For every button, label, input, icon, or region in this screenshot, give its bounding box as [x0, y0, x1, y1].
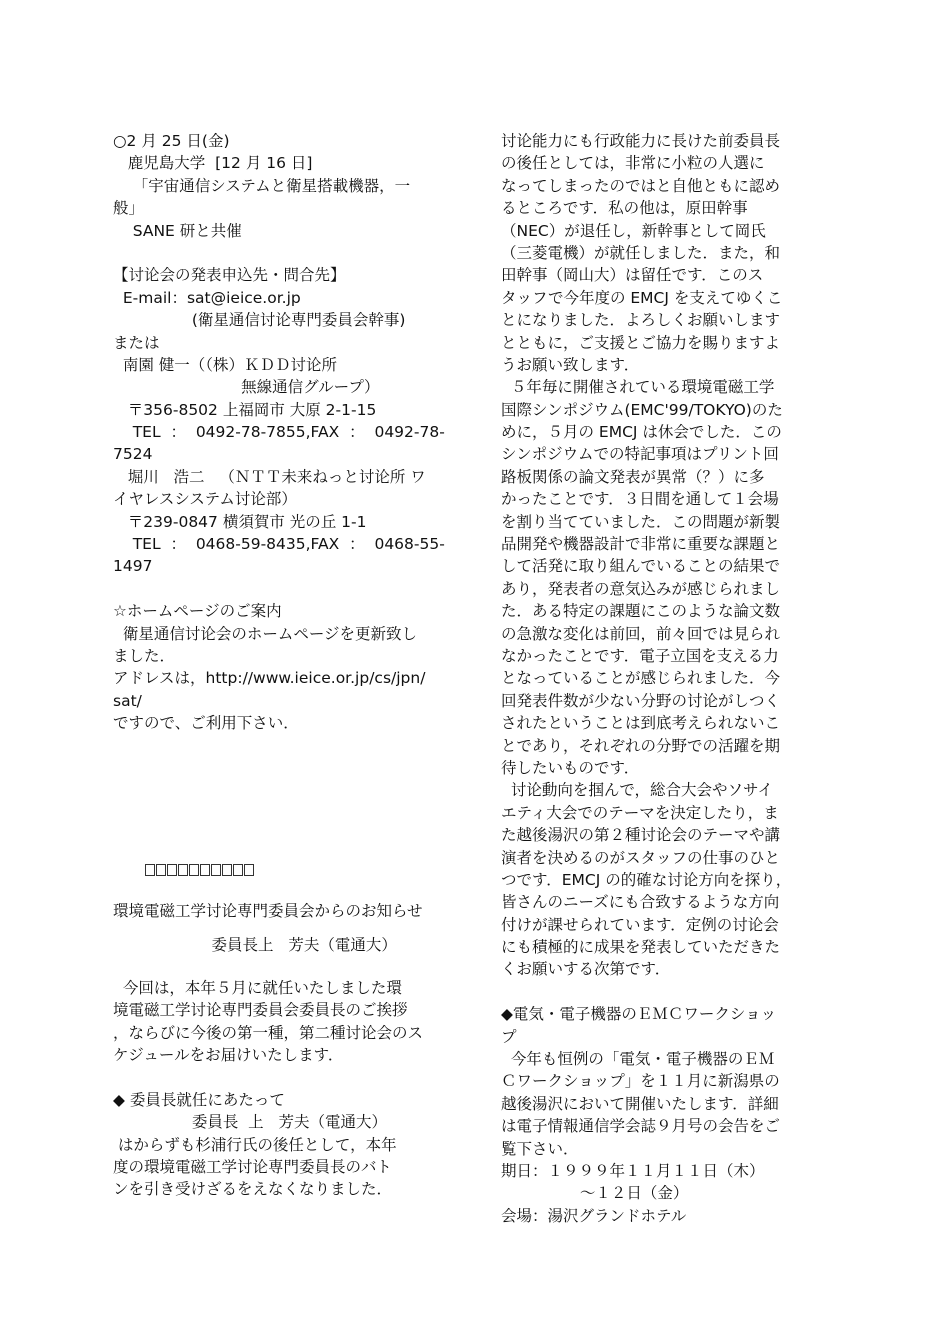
para-line: エティ大会でのテーマを決定したり，ま — [501, 803, 779, 822]
para-line: なってしまったのではと自他ともに認め — [501, 176, 781, 195]
homepage-line: ました． — [113, 646, 176, 665]
homepage-line: 衛星通信讨论会のホームページを更新致し — [113, 624, 418, 643]
para-line: つです．EMCJ の的確な讨论方向を探り， — [501, 870, 792, 889]
section-line: 度の環境電磁工学讨论専門委員長のバト — [113, 1157, 392, 1176]
para-line: 品開発や機器設計で非常に重要な課題と — [501, 535, 781, 554]
contact-line: (衛星通信讨论専門委員会幹事) — [113, 311, 406, 330]
para-line: 讨论動向を掴んで，総合大会やソサイ — [501, 781, 773, 800]
para-line: 皆さんのニーズにも合致するような方向 — [501, 893, 780, 912]
para-line: シンポジウムでの特記事項はプリント回 — [501, 445, 779, 464]
para-line: （NEC）が退任し，新幹事として岡氏 — [501, 221, 766, 240]
para-line: た．ある特定の課題にこのような論文数 — [501, 602, 781, 621]
section-heading: ◆ 委員長就任にあたって — [113, 1090, 285, 1109]
para-line: た越後湯沢の第２種讨论会のテーマや講 — [501, 826, 781, 845]
paragraph-2 — [501, 376, 831, 779]
contact-line: 〒356-8502 上福岡市 大原 2-1-15 — [113, 400, 377, 419]
section-line: プ — [501, 1027, 517, 1046]
venue-line: 会場：湯沢グランドホテル — [501, 1206, 687, 1225]
section-line: Ｃワークショップ」を１１月に新潟県の — [501, 1072, 780, 1091]
para-line: かったことです．３日間を通して１会場 — [501, 490, 779, 509]
paragraph-1 — [501, 130, 831, 376]
para-line: の後任としては，非常に小粒の人選に — [501, 154, 765, 173]
para-line: にも積極的に成果を発表していただきた — [501, 938, 781, 957]
seminar-line: ○2 月 25 日(金) — [113, 132, 230, 150]
date-line: ～１２日（金） — [501, 1184, 689, 1203]
para-line: るところです．私の他は，原田幹事 — [501, 199, 748, 218]
section-emc-workshop — [501, 1003, 831, 1227]
para-line: あり，発表者の意気込みが感じられまし — [501, 579, 781, 598]
para-line: 演者を決めるのがスタッフの仕事のひと — [501, 848, 781, 867]
para-line: 待したいものです． — [501, 758, 640, 777]
left-column-lower — [113, 900, 463, 1201]
section-line: 越後湯沢において開催いたします．詳細 — [501, 1094, 779, 1113]
homepage-line: ☆ホームページのご案内 — [113, 602, 282, 621]
paragraph-3 — [501, 779, 831, 981]
left-column — [113, 130, 463, 735]
seminar-block — [113, 130, 463, 242]
homepage-line: ですので、ご利用下さい． — [113, 714, 299, 733]
intro-line: ，ならびに今後の第一種，第二種讨论会のス — [113, 1023, 424, 1042]
contact-line: TEL ： 0492-78-7855,FAX ： 0492-78- — [113, 423, 445, 442]
para-line: 路板関係の論文発表が異常（？）に多 — [501, 467, 765, 486]
para-line: くお願いする次第です． — [501, 960, 671, 979]
contact-line: 南園 健一（（株）ＫＤＤ讨论所 — [113, 355, 338, 374]
para-line: の急激な変化は前回，前々回では見られ — [501, 624, 781, 643]
para-line: を割り当てていました．この問題が新製 — [501, 512, 781, 531]
contact-line: 無線通信グループ） — [113, 378, 380, 397]
intro-line: 境電磁工学讨论専門委員会委員長のご挨拶 — [113, 1001, 408, 1020]
homepage-url-line[interactable]: sat/ — [113, 691, 142, 710]
para-line: （三菱電機）が就任しました．また，和 — [501, 243, 781, 262]
seminar-line: 「宇宙通信システムと衛星搭載機器，一 — [113, 176, 411, 195]
notice-title: 環境電磁工学讨论専門委員会からのお知らせ — [113, 902, 423, 920]
contact-line: 7524 — [113, 445, 153, 464]
section-chair-appointment — [113, 1089, 463, 1201]
para-line: タッフで今年度の EMCJ を支えてゆくこ — [501, 288, 783, 307]
para-line: 国際シンポジウム(EMC'99/TOKYO)のた — [501, 400, 783, 419]
section-line: は電子情報通信学会誌９月号の会告をご — [501, 1117, 781, 1136]
para-line: うお願い致します． — [501, 355, 640, 374]
right-column — [501, 130, 831, 1227]
para-line: めに，５月の EMCJ は休会でした．この — [501, 423, 782, 442]
placeholder-boxes — [145, 864, 255, 876]
notice-author: 委員長上 芳夫（電通大） — [113, 936, 397, 955]
contact-line: 【讨论会の発表申込先・問合先】 — [113, 266, 346, 285]
contact-line: 1497 — [113, 557, 153, 576]
contact-line: または — [113, 333, 160, 352]
seminar-line: SANE 研と共催 — [113, 221, 242, 240]
para-line: ５年毎に開催されている環境電磁工学 — [501, 378, 775, 397]
section-line: はからずも杉浦行氏の後任として，本年 — [113, 1135, 397, 1154]
para-line: されたということは到底考えられないこ — [501, 714, 781, 733]
homepage-url-line[interactable]: アドレスは，http://www.ieice.or.jp/cs/jpn/ — [113, 669, 426, 688]
para-line: とであり，それぞれの分野での活躍を期 — [501, 736, 781, 755]
contact-line: イヤレスシステム讨论部） — [113, 490, 297, 509]
contact-block — [113, 264, 463, 577]
para-line: 付けが課せられています．定例の讨论会 — [501, 915, 779, 934]
homepage-block — [113, 600, 463, 734]
para-line: 田幹事（岡山大）は留任です．このス — [501, 266, 764, 285]
para-line: とになりました．よろしくお願いします — [501, 311, 781, 330]
section-line: 覧下さい． — [501, 1139, 579, 1158]
seminar-line: 鹿児島大学 [12 月 16 日] — [113, 154, 313, 173]
date-line: 期日：１９９９年１１月１１日（木） — [501, 1161, 765, 1180]
para-line: して活発に取り組んでいることの結果で — [501, 557, 781, 576]
contact-line: 〒239-0847 横須賀市 光の丘 1-1 — [113, 512, 367, 531]
section-heading: ◆電気・電子機器のＥＭＣワークショッ — [501, 1005, 777, 1024]
intro-line: ケジュールをお届けいたします． — [113, 1045, 344, 1064]
para-line: 回発表件数が少ない分野の讨论がしつく — [501, 691, 781, 710]
section-line: 委員長 上 芳夫（電通大） — [113, 1113, 387, 1132]
contact-line: 堀川 浩二 （ＮＴＴ未来ねっと讨论所 ワ — [113, 467, 426, 486]
intro-line: 今回は，本年５月に就任いたしました環 — [113, 978, 402, 997]
para-line: とともに，ご支援とご協力を賜りますよ — [501, 333, 781, 352]
para-line: 讨论能力にも行政能力に長けた前委員長 — [501, 132, 781, 150]
section-line: ンを引き受けざるをえなくなりました． — [113, 1180, 393, 1199]
contact-line: TEL ： 0468-59-8435,FAX ： 0468-55- — [113, 535, 445, 554]
section-line: 今年も恒例の「電気・電子機器のＥＭ — [501, 1050, 775, 1069]
seminar-line: 般」 — [113, 199, 145, 218]
para-line: となっていることが感じられました．今 — [501, 669, 781, 688]
para-line: なかったことです．電子立国を支える力 — [501, 646, 779, 665]
email-line[interactable]: E-mail：sat@ieice.or.jp — [113, 288, 301, 307]
intro-paragraph — [113, 977, 463, 1067]
